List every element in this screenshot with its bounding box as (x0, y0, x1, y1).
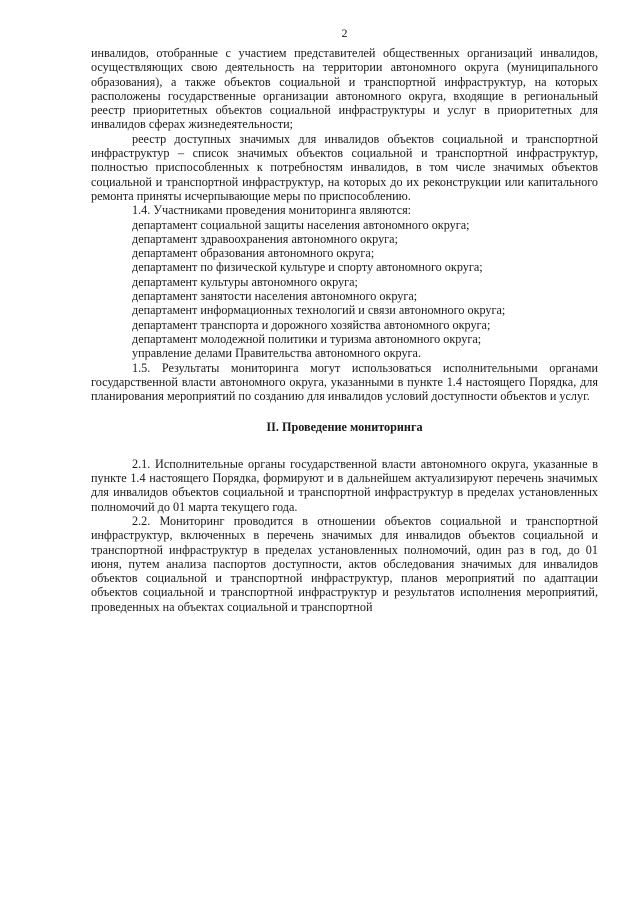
participant-item: департамент культуры автономного округа; (132, 274, 358, 289)
section-2-heading: II. Проведение мониторинга (266, 420, 423, 435)
participant-item: департамент социальной защиты населения автономного округа; (132, 217, 470, 232)
item-2-2-paragraph: 2.2. Мониторинг проводится в отношении объектов социальной и транспортной инфраструктур, включенных в перечень значимых для инвалидов объектов социальной и транспортной инфраструктур в пределах установленных полномочий, один раз в год, до 01 июня, путем анализа паспортов доступности, актов обследования значимых для инвалидов объектов социальной и транспортной инфраструктур, планов мероприятий по адаптации объектов социальной и транспортной инфраструктур и результатов исполнения мероприятий, проведенных на объектах социальной и транспортной (91, 513, 598, 614)
participant-item: управление делами Правительства автономного округа. (132, 346, 421, 361)
participant-item: департамент молодежной политики и туризма автономного округа; (132, 331, 482, 346)
registry-definition-paragraph: реестр доступных значимых для инвалидов объектов социальной и транспортной инфраструктур – список значимых объектов социальной и транспортной инфраструктур, полностью приспособленных к потребностям инвалидов, в том числе значимых объектов социальной и транспортной инфраструктур, на которых до их реконструкции или капитального ремонта приняты исчерпывающие меры по приспособлению. (91, 131, 598, 203)
participant-item: департамент занятости населения автономного округа; (132, 289, 418, 304)
page-number: 2 (341, 26, 348, 40)
item-1-5-paragraph: 1.5. Результаты мониторинга могут использоваться исполнительными органами государственной власти автономного округа, указанными в пункте 1.4 настоящего Порядка, для планирования мероприятий по созданию для инвалидов условий доступности объектов и услуг. (91, 360, 598, 404)
participant-item: департамент образования автономного округа; (132, 246, 375, 261)
intro-paragraph: инвалидов, отобранные с участием представителей общественных организаций инвалидов, осуществляющих свою деятельность на территории автономного округа (муниципального образования), а также объектов социальной и транспортной инфраструктур, на которых расположены государственные организации автономного округа, входящие в региональный реестр приоритетных объектов социальной инфраструктуры и услуг в приоритетных для инвалидов сферах жизнедеятельности; (91, 46, 598, 132)
participants-list (91, 218, 598, 361)
participants-heading: 1.4. Участниками проведения мониторинга являются: (132, 203, 412, 218)
participant-item: департамент здравоохранения автономного округа; (132, 231, 398, 246)
participant-item: департамент информационных технологий и связи автономного округа; (132, 303, 506, 318)
participant-item: департамент транспорта и дорожного хозяйства автономного округа; (132, 317, 491, 332)
participant-item: департамент по физической культуре и спорту автономного округа; (132, 260, 483, 275)
item-2-1-paragraph: 2.1. Исполнительные органы государственной власти автономного округа, указанные в пункте 1.4 настоящего Порядка, формируют и в дальнейшем актуализируют перечень значимых для инвалидов объектов социальной и транспортной инфраструктур в пределах установленных полномочий до 01 марта текущего года. (91, 456, 598, 514)
document-page (91, 26, 598, 614)
